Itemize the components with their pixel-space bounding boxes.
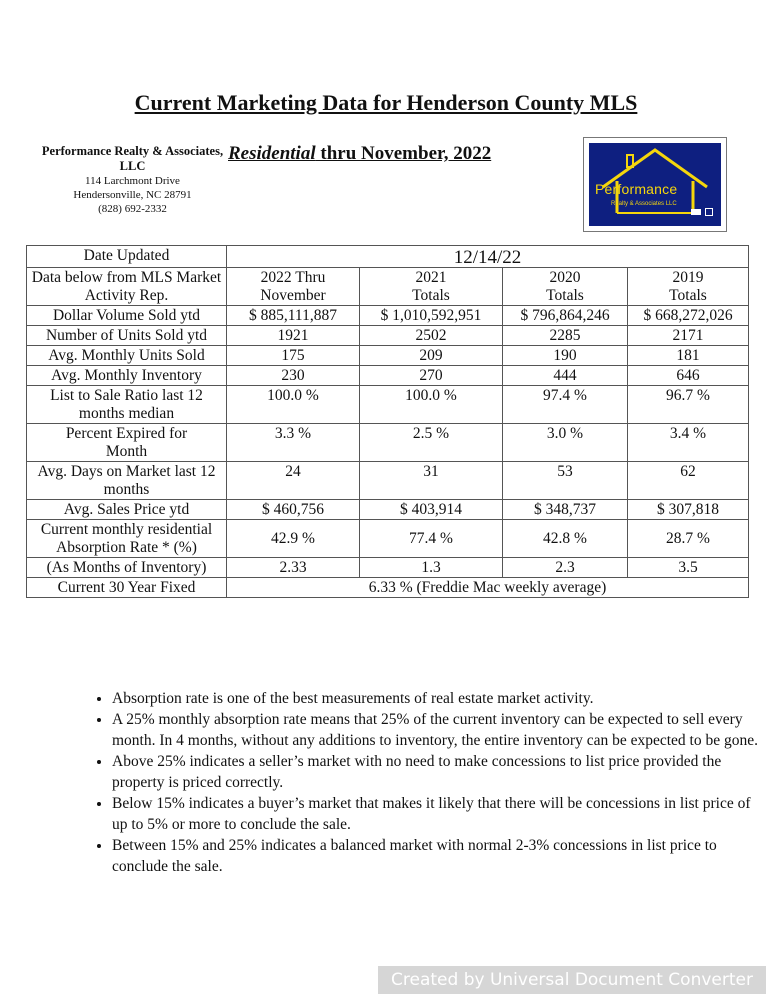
list-item: • Between 15% and 25% indicates a balanced market with normal 2-3% concessions in list price to conclude the sale.	[112, 835, 762, 877]
table-cell: $ 460,756	[227, 500, 360, 520]
table-cell: 2.5 %	[360, 424, 503, 462]
table-cell: 2502	[360, 326, 503, 346]
table-cell: $ 403,914	[360, 500, 503, 520]
table-row	[27, 424, 749, 462]
table-cell: 31	[360, 462, 503, 500]
logo-subtext: Realty & Associates LLC	[611, 201, 677, 207]
company-address-line1: 114 Larchmont Drive	[85, 175, 180, 187]
table-cell: $ 885,111,887	[227, 306, 360, 326]
company-phone: (828) 692-2332	[98, 203, 167, 215]
company-info	[40, 144, 225, 216]
logo-badge	[589, 143, 721, 226]
row-label: Avg. Monthly Units Sold	[27, 346, 227, 366]
table-cell: 28.7 %	[628, 520, 749, 558]
row-label: Percent Expired for Month	[27, 424, 227, 462]
notes-list	[88, 688, 762, 877]
subtitle-period: thru November, 2022	[315, 143, 492, 164]
table-row	[27, 520, 749, 558]
table-row	[27, 306, 749, 326]
table-cell: 97.4 %	[503, 386, 628, 424]
table-row	[27, 366, 749, 386]
table-cell: 24	[227, 462, 360, 500]
equal-housing-icon	[705, 208, 713, 216]
header-label: Data below from MLS Market Activity Rep.	[27, 268, 227, 306]
table-cell: 2.3	[503, 558, 628, 578]
subtitle-category: Residential	[228, 143, 316, 164]
column-header: 2021 Totals	[360, 268, 503, 306]
table-cell: 3.5	[628, 558, 749, 578]
table-cell: 100.0 %	[227, 386, 360, 424]
table-cell: 270	[360, 366, 503, 386]
table-cell: 1.3	[360, 558, 503, 578]
table-cell: 209	[360, 346, 503, 366]
table-cell: 175	[227, 346, 360, 366]
table-cell: $ 668,272,026	[628, 306, 749, 326]
company-name: Performance Realty & Associates, LLC	[41, 144, 224, 173]
table-row	[27, 578, 749, 598]
table-cell: 3.3 %	[227, 424, 360, 462]
table-row	[27, 326, 749, 346]
page-title: Current Marketing Data for Henderson County MLS	[134, 90, 638, 115]
date-updated-value: 12/14/22	[227, 246, 749, 268]
date-updated-label: Date Updated	[27, 246, 227, 268]
table-row	[27, 246, 749, 268]
column-header: 2022 Thru November	[227, 268, 360, 306]
table-cell: 646	[628, 366, 749, 386]
mls-icon	[691, 209, 701, 215]
logo-text: Performance	[595, 181, 678, 197]
row-label: Number of Units Sold ytd	[27, 326, 227, 346]
table-cell: 444	[503, 366, 628, 386]
table-cell: 2285	[503, 326, 628, 346]
converter-watermark: Created by Universal Document Converter	[378, 966, 766, 994]
company-logo	[583, 137, 727, 232]
table-cell: $ 1,010,592,951	[360, 306, 503, 326]
table-cell: 2.33	[227, 558, 360, 578]
list-item: • Below 15% indicates a buyer’s market that makes it likely that there will be concessions in list price of up to 5% or more to conclude the sale.	[112, 793, 762, 835]
list-item: • A 25% monthly absorption rate means that 25% of the current inventory can be expected to sell every month. In 4 months, without any additions to inventory, the entire inventory can be expected to be gone.	[112, 709, 762, 751]
row-label: Current monthly residential Absorption Rate * (%)	[27, 520, 227, 558]
row-label: Avg. Monthly Inventory	[27, 366, 227, 386]
table-cell: 100.0 %	[360, 386, 503, 424]
row-label: (As Months of Inventory)	[27, 558, 227, 578]
table-row	[27, 346, 749, 366]
table-cell: 181	[628, 346, 749, 366]
table-cell: 42.8 %	[503, 520, 628, 558]
market-data-table	[26, 245, 749, 598]
mortgage-value: 6.33 % (Freddie Mac weekly average)	[227, 578, 749, 598]
table-cell: 1921	[227, 326, 360, 346]
table-cell: 96.7 %	[628, 386, 749, 424]
table-cell: $ 348,737	[503, 500, 628, 520]
table-cell: 3.4 %	[628, 424, 749, 462]
table-row	[27, 500, 749, 520]
table-row	[27, 558, 749, 578]
report-subtitle	[228, 143, 558, 165]
table-cell: 3.0 %	[503, 424, 628, 462]
table-cell: 2171	[628, 326, 749, 346]
table-cell: 42.9 %	[227, 520, 360, 558]
row-label: Dollar Volume Sold ytd	[27, 306, 227, 326]
list-item: • Above 25% indicates a seller’s market with no need to make concessions to list price provided the property is priced correctly.	[112, 751, 762, 793]
table-row	[27, 462, 749, 500]
mortgage-label: Current 30 Year Fixed	[27, 578, 227, 598]
row-label: Avg. Sales Price ytd	[27, 500, 227, 520]
list-item: • Absorption rate is one of the best measurements of real estate market activity.	[112, 688, 762, 709]
column-header: 2020 Totals	[503, 268, 628, 306]
table-cell: 77.4 %	[360, 520, 503, 558]
table-cell: $ 307,818	[628, 500, 749, 520]
row-label: Avg. Days on Market last 12 months	[27, 462, 227, 500]
table-cell: 62	[628, 462, 749, 500]
table-cell: 53	[503, 462, 628, 500]
column-header: 2019 Totals	[628, 268, 749, 306]
table-row	[27, 386, 749, 424]
table-cell: $ 796,864,246	[503, 306, 628, 326]
row-label: List to Sale Ratio last 12 months median	[27, 386, 227, 424]
company-address-line2: Hendersonville, NC 28791	[73, 189, 192, 201]
table-cell: 190	[503, 346, 628, 366]
table-header-row	[27, 268, 749, 306]
table-cell: 230	[227, 366, 360, 386]
